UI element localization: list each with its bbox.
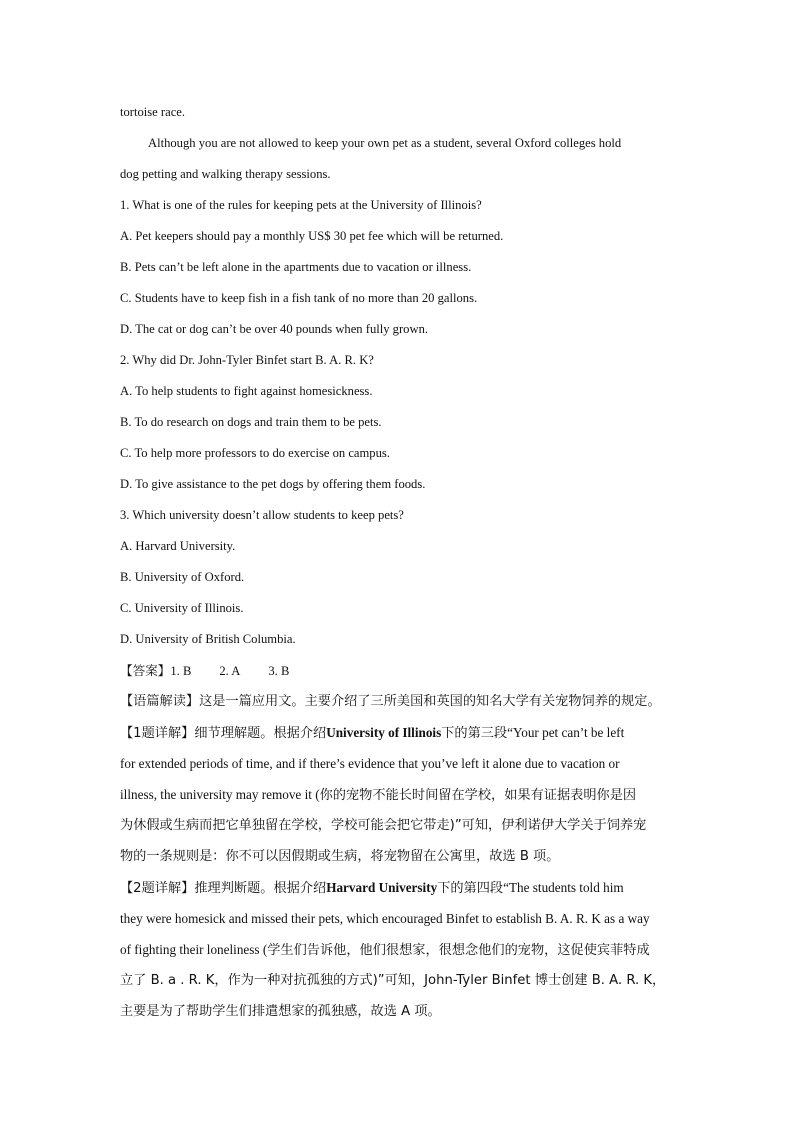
answer-2: 2. A — [219, 664, 241, 678]
answer-line — [120, 655, 676, 686]
detail-line: 主要是为了帮助学生们排遣想家的孤独感，故选 A 项。 — [120, 1004, 441, 1019]
detail-line: 物的一条规则是：你不可以因假期或生病，将宠物留在公寓里，故选 B 项。 — [120, 849, 560, 864]
question-stem: 3. Which university doesn’t allow students to keep pets? — [120, 508, 404, 522]
option: D. University of British Columbia. — [120, 632, 296, 646]
detail-text: 下的第三段“Your pet can’t be left — [441, 725, 625, 740]
detail-line: for extended periods of time, and if there’s evidence that you’ve left it alone due to vacation or — [120, 756, 620, 771]
option: B. University of Oxford. — [120, 570, 245, 584]
question-1 — [120, 190, 676, 345]
analysis-line — [120, 686, 676, 717]
detail-1 — [120, 717, 676, 872]
option: B. Pets can’t be left alone in the apartments due to vacation or illness. — [120, 260, 472, 274]
question-stem: 2. Why did Dr. John-Tyler Binfet start B. A. R. K? — [120, 353, 374, 367]
option: C. To help more professors to do exercise on campus. — [120, 446, 390, 460]
question-stem: 1. What is one of the rules for keeping pets at the University of Illinois? — [120, 198, 482, 212]
option: D. To give assistance to the pet dogs by offering them foods. — [120, 477, 426, 491]
answer-1: 1. B — [170, 664, 192, 678]
analysis-text: 这是一篇应用文。主要介绍了三所美国和英国的知名大学有关宠物饲养的规定。 — [199, 694, 661, 709]
question-3 — [120, 500, 676, 655]
analysis-label: 【语篇解读】 — [120, 694, 200, 709]
question-2 — [120, 345, 676, 500]
option: A. To help students to fight against homesickness. — [120, 384, 373, 398]
detail-line — [120, 717, 676, 748]
detail-line — [120, 872, 676, 903]
detail-label: 【1题详解】 — [120, 726, 195, 741]
option: C. University of Illinois. — [120, 601, 244, 615]
option: C. Students have to keep fish in a fish tank of no more than 20 gallons. — [120, 291, 478, 305]
detail-line: illness, the university may remove it (你的宠物不能长时间留在学校，如果有证据表明你是因 — [120, 787, 637, 802]
option: D. The cat or dog can’t be over 40 pounds when fully grown. — [120, 322, 429, 336]
document-page — [120, 97, 676, 1027]
detail-line: 为休假或生病而把它单独留在学校，学校可能会把它带走)”可知，伊利诺伊大学关于饲养宠 — [120, 818, 647, 833]
answer-label: 【答案】 — [120, 663, 171, 678]
detail-text: 细节理解题。根据介绍 — [194, 726, 327, 741]
detail-label: 【2题详解】 — [120, 881, 195, 896]
option: A. Pet keepers should pay a monthly US$ 30 pet fee which will be returned. — [120, 229, 504, 243]
passage-line: dog petting and walking therapy sessions. — [120, 167, 331, 181]
option: A. Harvard University. — [120, 539, 236, 553]
answer-3: 3. B — [268, 664, 290, 678]
passage-line: tortoise race. — [120, 105, 186, 119]
detail-text: 下的第四段“The students told him — [437, 880, 624, 895]
detail-keyword: University of Illinois — [326, 725, 442, 740]
detail-line: they were homesick and missed their pets, which encouraged Binfet to establish B. A. R. K as a way — [120, 911, 650, 926]
detail-line: of fighting their loneliness (学生们告诉他，他们很想家，很想念他们的宠物，这促使宾菲特成 — [120, 942, 650, 957]
detail-text: 推理判断题。根据介绍 — [194, 881, 327, 896]
passage-paragraph: Although you are not allowed to keep your own pet as a student, several Oxford colleges hold — [148, 136, 622, 150]
option: B. To do research on dogs and train them to be pets. — [120, 415, 382, 429]
detail-line: 立了 B. a . R. K，作为一种对抗孤独的方式)”可知，John-Tyler Binfet 博士创建 B. A. R. K， — [120, 973, 666, 988]
detail-keyword: Harvard University — [326, 880, 438, 895]
detail-2 — [120, 872, 676, 1027]
